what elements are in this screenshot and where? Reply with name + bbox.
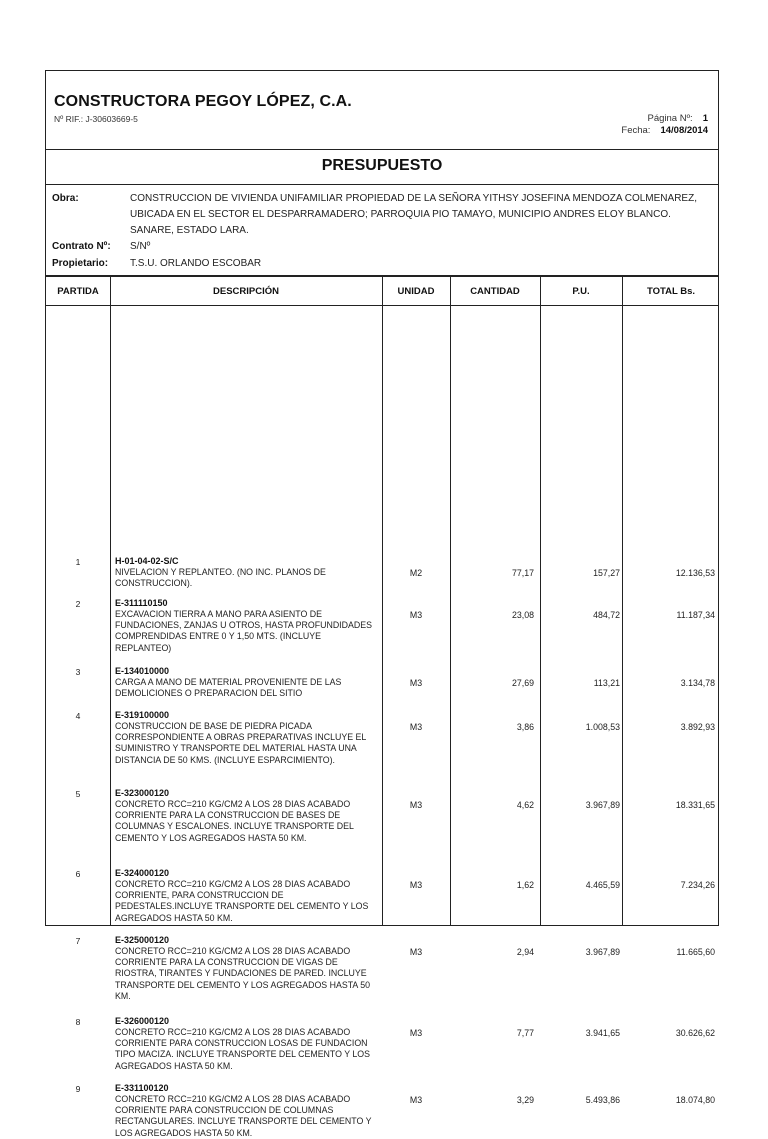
col-pu: P.U.: [572, 286, 590, 297]
item-unit-price: 484,72: [593, 610, 620, 620]
item-quantity: 3,29: [516, 1095, 534, 1105]
item-total: 18.331,65: [675, 800, 715, 810]
company-name: CONSTRUCTORA PEGOY LÓPEZ, C.A.: [54, 93, 352, 110]
item-code: E-134010000: [115, 666, 170, 676]
item-quantity: 2,94: [516, 947, 534, 957]
item-quantity: 4,62: [516, 800, 534, 810]
item-unit: M3: [409, 947, 423, 957]
item-unit-price: 5.493,86: [585, 1095, 620, 1105]
item-total: 11.665,60: [676, 947, 715, 957]
propietario-value: T.S.U. ORLANDO ESCOBAR: [130, 258, 262, 269]
partida-number: 4: [75, 711, 81, 721]
item-unit: M3: [409, 800, 423, 810]
partida-number: 9: [75, 1084, 81, 1094]
item-description: NIVELACION Y REPLANTEO. (NO INC. PLANOS DE CONSTRUCCION).: [115, 567, 326, 589]
item-unit: M3: [409, 1028, 423, 1038]
col-cantidad: CANTIDAD: [470, 286, 520, 297]
item-total: 30.626,62: [675, 1028, 715, 1038]
item-description: CONCRETO RCC=210 KG/CM2 A LOS 28 DIAS ACABADO CORRIENTE PARA LA CONSTRUCCION DE BASES DE COLUMNAS Y ESCALONES. INCLUYE TRANSPORTE DEL CEMENTO Y LOS AGREGADOS HASTA 50 KM.: [115, 799, 354, 843]
item-unit-price: 3.967,89: [585, 800, 620, 810]
partida-number: 1: [75, 557, 81, 567]
col-descripcion: DESCRIPCIÓN: [213, 286, 279, 297]
budget-document: [45, 70, 719, 1138]
item-code: H-01-04-02-S/C: [115, 556, 179, 566]
item-unit: M2: [409, 568, 423, 578]
item-quantity: 27,69: [511, 678, 534, 688]
partida-number: 6: [75, 869, 81, 879]
item-code: E-323000120: [115, 788, 170, 798]
item-quantity: 77,17: [511, 568, 534, 578]
contrato-value: S/Nº: [130, 241, 151, 252]
item-description: EXCAVACION TIERRA A MANO PARA ASIENTO DE FUNDACIONES, ZANJAS U OTROS, HASTA PROFUNDIDADES COMPRENDIDAS ENTRE 0 Y 1,50 MTS. (INCLUYE REPLANTEO): [115, 609, 372, 653]
title-bar: [46, 150, 718, 185]
propietario-label: Propietario:: [52, 258, 109, 269]
page-meta: [621, 113, 708, 137]
item-code: E-326000120: [115, 1016, 170, 1026]
item-quantity: 1,62: [516, 880, 534, 890]
item-unit-price: 4.465,59: [585, 880, 620, 890]
item-unit-price: 113,21: [593, 678, 620, 688]
item-unit: M3: [409, 880, 423, 890]
item-code: E-324000120: [115, 868, 170, 878]
item-total: 3.892,93: [680, 722, 715, 732]
item-unit: M3: [409, 1095, 423, 1105]
item-code: E-319100000: [115, 710, 170, 720]
partida-number: 5: [75, 789, 81, 799]
item-total: 18.074,80: [675, 1095, 715, 1105]
item-unit-price: 1.008,53: [585, 722, 620, 732]
obra-label: Obra:: [52, 193, 79, 204]
item-quantity: 23,08: [511, 610, 534, 620]
partida-number: 3: [75, 667, 81, 677]
contrato-label: Contrato Nº:: [52, 241, 111, 252]
item-code: E-325000120: [115, 935, 170, 945]
col-unidad: UNIDAD: [397, 286, 435, 297]
item-unit: M3: [409, 678, 423, 688]
item-unit: M3: [409, 610, 423, 620]
date-value: 14/08/2014: [660, 125, 708, 136]
item-quantity: 7,77: [516, 1028, 534, 1038]
col-partida: PARTIDA: [57, 286, 99, 297]
item-unit-price: 3.967,89: [585, 947, 620, 957]
item-code: E-331100120: [115, 1083, 169, 1093]
partida-number: 8: [75, 1017, 81, 1027]
item-total: 3.134,78: [680, 678, 715, 688]
item-quantity: 3,86: [516, 722, 534, 732]
item-unit: M3: [409, 722, 423, 732]
item-description: CARGA A MANO DE MATERIAL PROVENIENTE DE LAS DEMOLICIONES O PREPARACION DEL SITIO: [115, 677, 342, 699]
document-title: PRESUPUESTO: [321, 157, 443, 174]
obra-value: CONSTRUCCION DE VIVIENDA UNIFAMILIAR PROPIEDAD DE LA SEÑORA YITHSY JOSEFINA MENDOZA COLMENAREZ, UBICADA EN EL SECTOR EL DESPARRAMADERO; PARROQUIA PIO TAMAYO, MUNICIPIO ANDRES ELOY BLANCO. SANARE, ESTADO LARA.: [130, 193, 697, 236]
partida-number: 2: [75, 599, 81, 609]
item-total: 11.187,34: [676, 610, 715, 620]
item-description: CONCRETO RCC=210 KG/CM2 A LOS 28 DIAS ACABADO CORRIENTE, PARA CONSTRUCCION DE PEDESTALES.INCLUYE TRANSPORTE DEL CEMENTO Y LOS AGREGADOS HASTA 50 KM.: [115, 879, 369, 923]
item-description: CONCRETO RCC=210 KG/CM2 A LOS 28 DIAS ACABADO CORRIENTE PARA LA CONSTRUCCION DE VIGAS DE RIOSTRA, TIRANTES Y FUNDACIONES DE PARED. INCLUYE TRANSPORTE DEL CEMENTO Y LOS AGREGADOS HASTA 50 KM.: [115, 946, 371, 1001]
partida-number: 7: [75, 936, 81, 946]
item-description: CONCRETO RCC=210 KG/CM2 A LOS 28 DIAS ACABADO CORRIENTE PARA CONSTRUCCION LOSAS DE FUNDACION TIPO MACIZA. INCLUYE TRANSPORTE DEL CEMENTO Y LOS AGREGADOS HASTA 50 KM.: [115, 1027, 371, 1071]
item-code: E-311110150: [115, 598, 168, 608]
date-label: Fecha:: [621, 125, 651, 136]
item-total: 12.136,53: [675, 568, 715, 578]
item-description: CONSTRUCCION DE BASE DE PIEDRA PICADA CORRESPONDIENTE A OBRAS PREPARATIVAS INCLUYE EL SUMINISTRO Y TRANSPORTE DEL MATERIAL HASTA UNA DISTANCIA DE 50 KMS. (INCLUYE ESPARCIMIENTO).: [115, 721, 366, 765]
project-info: [46, 185, 718, 276]
col-total: TOTAL Bs.: [646, 286, 696, 297]
item-unit-price: 3.941,65: [585, 1028, 620, 1038]
item-unit-price: 157,27: [593, 568, 620, 578]
table-header: [46, 276, 718, 306]
item-total: 7.234,26: [680, 880, 715, 890]
page-number: 1: [702, 113, 708, 124]
page-label: Página Nº:: [647, 113, 693, 124]
item-description: CONCRETO RCC=210 KG/CM2 A LOS 28 DIAS ACABADO CORRIENTE PARA CONSTRUCCION DE COLUMNAS RECTANGULARES. INCLUYE TRANSPORTE DEL CEMENTO Y LOS AGREGADOS HASTA 50 KM.: [115, 1094, 372, 1138]
company-rif: Nº RIF.: J-30603669-5: [54, 114, 138, 124]
document-header: [46, 71, 718, 150]
